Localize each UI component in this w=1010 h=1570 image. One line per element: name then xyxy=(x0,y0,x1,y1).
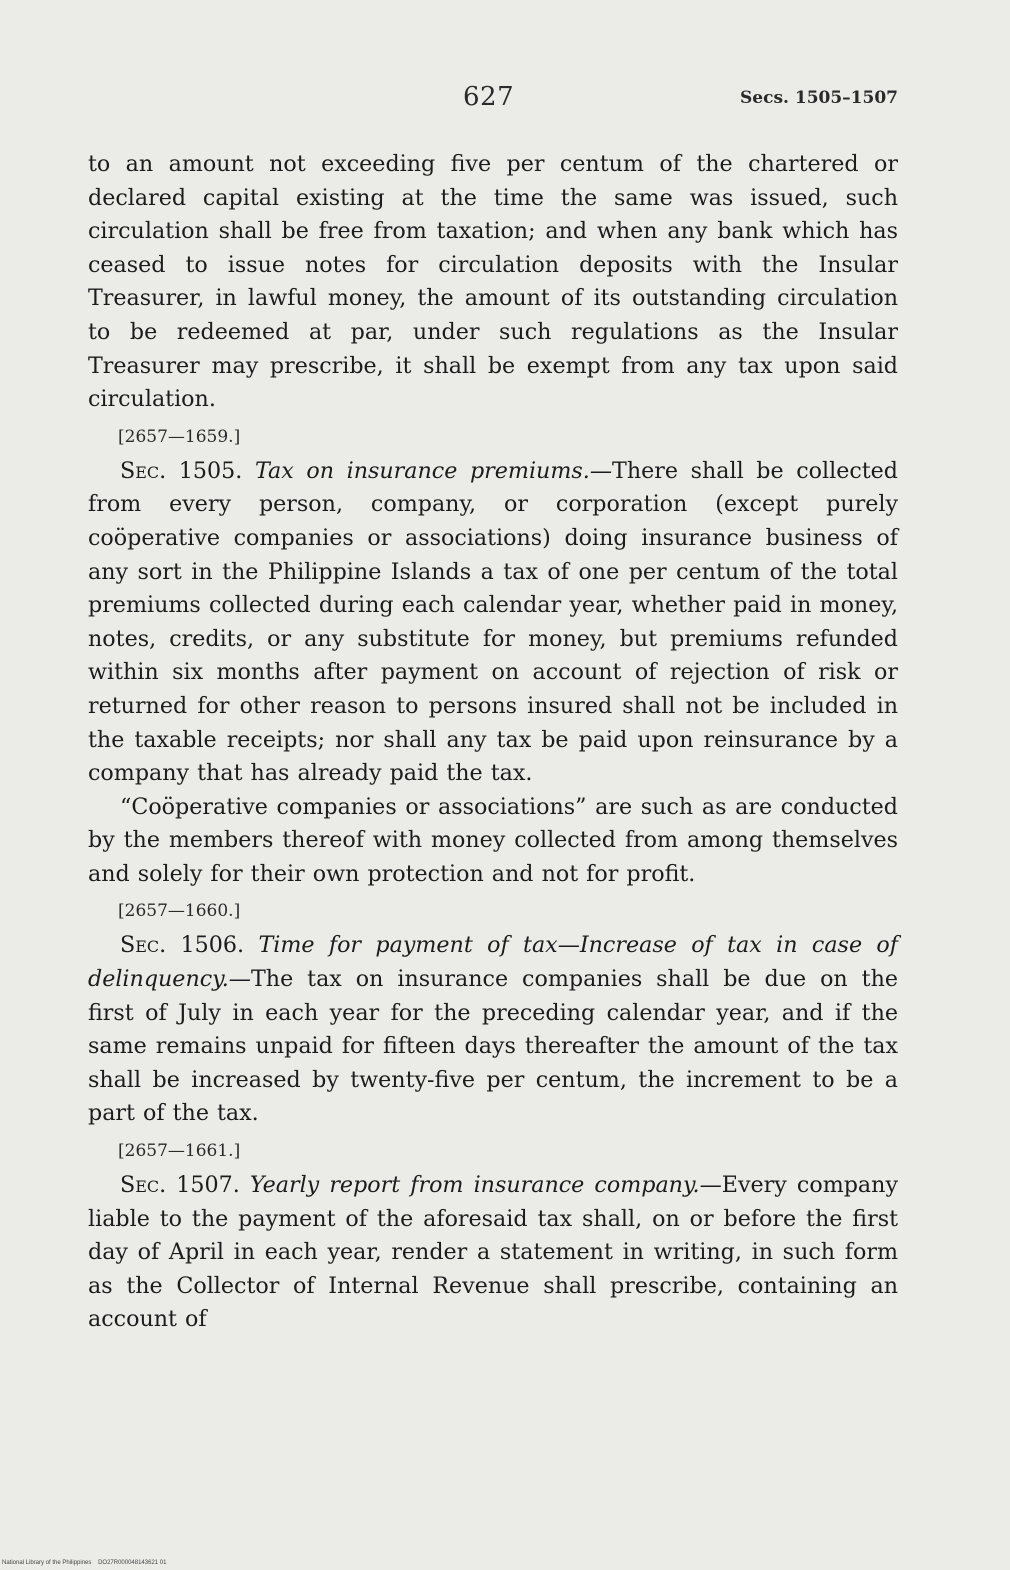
section-1505-text: There shall be collected from every person, company, or corporation (except purely coöperative companies or associations) doing insurance business of any sort in the Philippine Islands a tax of one per centum of the total premiums collected during each calendar year, whether paid in money, notes, credits, or any substitute for money, but premiums refunded within six months after payment on account of rejection of risk or returned for other reason to persons insured shall not be included in the taxable receipts; nor shall any tax be paid upon reinsurance by a company that has already paid the tax. xyxy=(88,457,899,787)
page-number: 627 xyxy=(463,82,515,112)
intro-paragraph: to an amount not exceeding five per centum of the chartered or declared capital existing at the time the same was issued, such circulation shall be free from taxation; and when any bank which has ceased to issue notes for circulation deposits with the Insular Treasurer, in lawful money, the amount of its outstanding circulation to be redeemed at par, under such regulations as the Insular Treasurer may prescribe, it shall be exempt from any tax upon said circulation. xyxy=(88,151,898,413)
section-1505-label: Sec. 1505. xyxy=(120,457,243,484)
section-1506-ref: [2657—1660.] xyxy=(118,901,241,922)
section-1506-text: The tax on insurance companies shall be due on the first of July in each year for the preceding calendar year, and if the same remains unpaid for fifteen days thereafter the amount of the tax shall be increased by twenty-five per centum, the increment to be a part of the tax. xyxy=(88,966,898,1127)
section-1505-title: Tax on insurance premiums.— xyxy=(254,457,613,484)
section-1505-paragraph xyxy=(88,455,898,791)
section-1507-paragraph xyxy=(88,1169,898,1337)
section-1506-title: Time for payment of tax—Increase of tax in case of delinquency.— xyxy=(88,932,898,993)
archive-label: National Library of the Philippines xyxy=(2,1560,92,1566)
section-1507-label: Sec. 1507. xyxy=(120,1172,240,1199)
section-1507-text: Every company liable to the payment of the aforesaid tax shall, on or before the first day of April in each year, render a statement in writing, in such form as the Collector of Internal Revenue shall prescribe, containing an account of xyxy=(88,1172,898,1333)
scan-footer xyxy=(2,1560,166,1566)
page-header xyxy=(88,82,898,128)
section-range: Secs. 1505–1507 xyxy=(740,88,898,108)
section-1506-paragraph xyxy=(88,929,898,1131)
section-1506-label: Sec. 1506. xyxy=(120,932,245,959)
section-1507-title: Yearly report from insurance company.— xyxy=(249,1172,722,1199)
document-page xyxy=(88,82,898,1337)
body-text xyxy=(88,148,898,1337)
section-1507-ref: [2657—1661.] xyxy=(118,1141,241,1162)
section-1505-ref: [2657—1659.] xyxy=(118,426,241,447)
item-code: DO27R000048143621 01 xyxy=(98,1560,167,1566)
section-1505-definition: “Coöperative companies or associations” are such as are conducted by the members thereof with money collected from among themselves and solely for their own protection and not for profit. xyxy=(88,793,898,887)
